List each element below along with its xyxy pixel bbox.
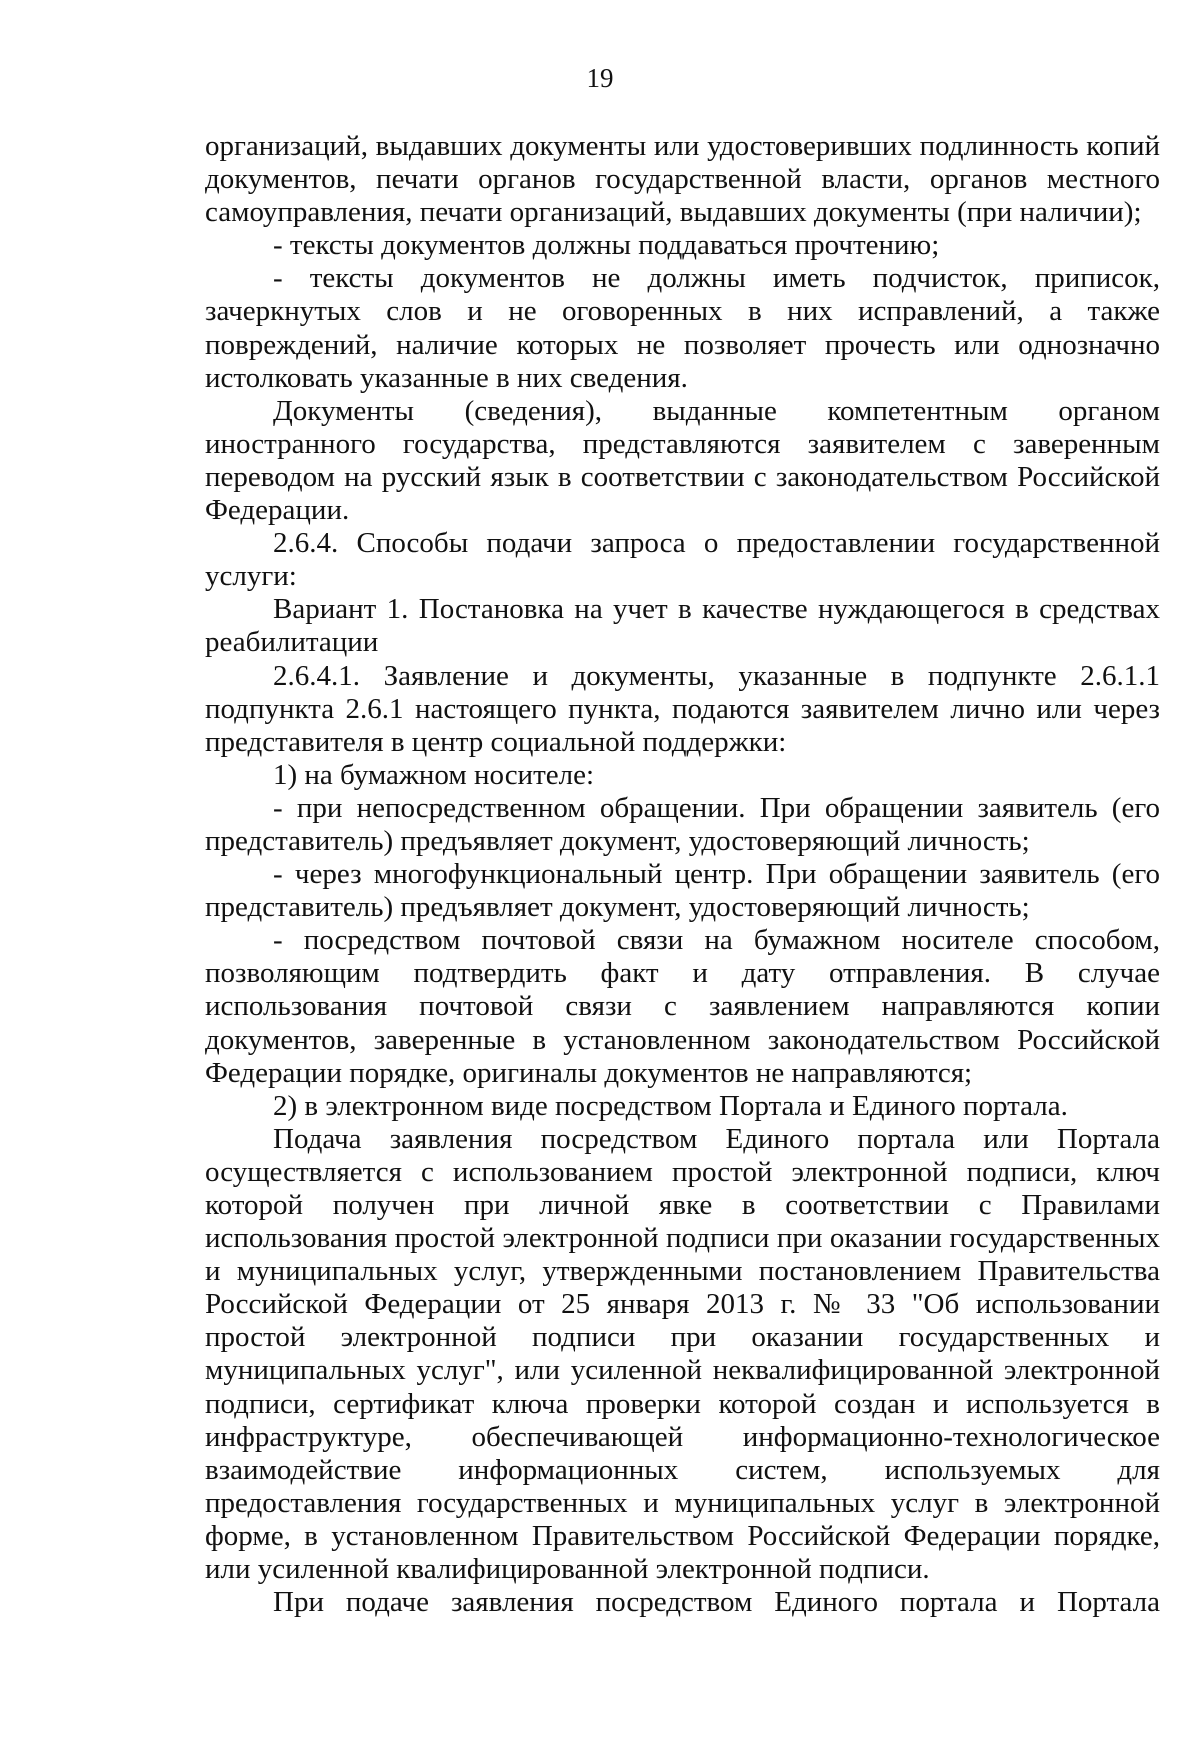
list-item-direct-appeal: - при непосредственном обращении. При обращении заявитель (его представитель) предъявляет документ, удостоверяющий личность; xyxy=(205,791,1160,857)
paragraph-2-6-4-1: 2.6.4.1. Заявление и документы, указанные в подпункте 2.6.1.1 подпункта 2.6.1 настоящего пункта, подаются заявителем лично или через представителя в центр социальной поддержки: xyxy=(205,659,1160,758)
page-number: 19 xyxy=(586,63,614,93)
paragraph-electronic-signature: Подача заявления посредством Единого портала или Портала осуществляется с использованием простой электронной подписи, ключ которой получен при личной явке в соответствии с Правилами использования простой электронной подписи при оказании государственных и муниципальных услуг, утвержденными постановлением Правительства Российской Федерации от 25 января 2013 г. № 33 "Об использовании простой электронной подписи при оказании государственных и муниципальных услуг", или усиленной неквалифицированной электронной подписи, сертификат ключа проверки которой создан и используется в инфраструктуре, обеспечивающей информационно-технологическое взаимодействие информационных систем, используемых для предоставления государственных и муниципальных услуг в электронной форме, в установленном Правительством Российской Федерации порядке, или усиленной квалифицированной электронной подписи. xyxy=(205,1122,1160,1586)
section-heading-2-6-4: 2.6.4. Способы подачи запроса о предоставлении государственной услуги: xyxy=(205,527,1160,593)
list-item-mfc: - через многофункциональный центр. При обращении заявитель (его представитель) предъявляет документ, удостоверяющий личность; xyxy=(205,858,1160,924)
list-item-postal: - посредством почтовой связи на бумажном носителе способом, позволяющим подтвердить факт и дату отправления. В случае использования почтовой связи с заявлением направляются копии документов, заверенные в установленном законодательством Российской Федерации порядке, оригиналы документов не направляются; xyxy=(205,924,1160,1089)
paragraph-portal-submission: При подаче заявления посредством Единого портала и Портала xyxy=(273,1586,1160,1619)
paragraph-readability-requirement: - тексты документов должны поддаваться прочтению; xyxy=(273,229,940,262)
paragraph-foreign-documents: Документы (сведения), выданные компетентным органом иностранного государства, представляются заявителем с заверенным переводом на русский язык в соответствии с законодательством Российской Федерации. xyxy=(205,394,1160,527)
paragraph-no-corrections-requirement: - тексты документов не должны иметь подчисток, приписок, зачеркнутых слов и не оговоренных в них исправлений, а также повреждений, наличие которых не позволяет прочесть или однозначно истолковать указанные в них сведения. xyxy=(205,262,1160,394)
paragraph-continuation: организаций, выдавших документы или удостоверивших подлинность копий документов, печати органов государственной власти, органов местного самоуправления, печати организаций, выдавших документы (при наличии); xyxy=(205,130,1160,229)
list-item-electronic: 2) в электронном виде посредством Портала и Единого портала. xyxy=(273,1089,1068,1122)
list-item-paper: 1) на бумажном носителе: xyxy=(273,758,595,791)
document-body xyxy=(205,130,1160,1619)
paragraph-variant-1: Вариант 1. Постановка на учет в качестве нуждающегося в средствах реабилитации xyxy=(205,593,1160,659)
